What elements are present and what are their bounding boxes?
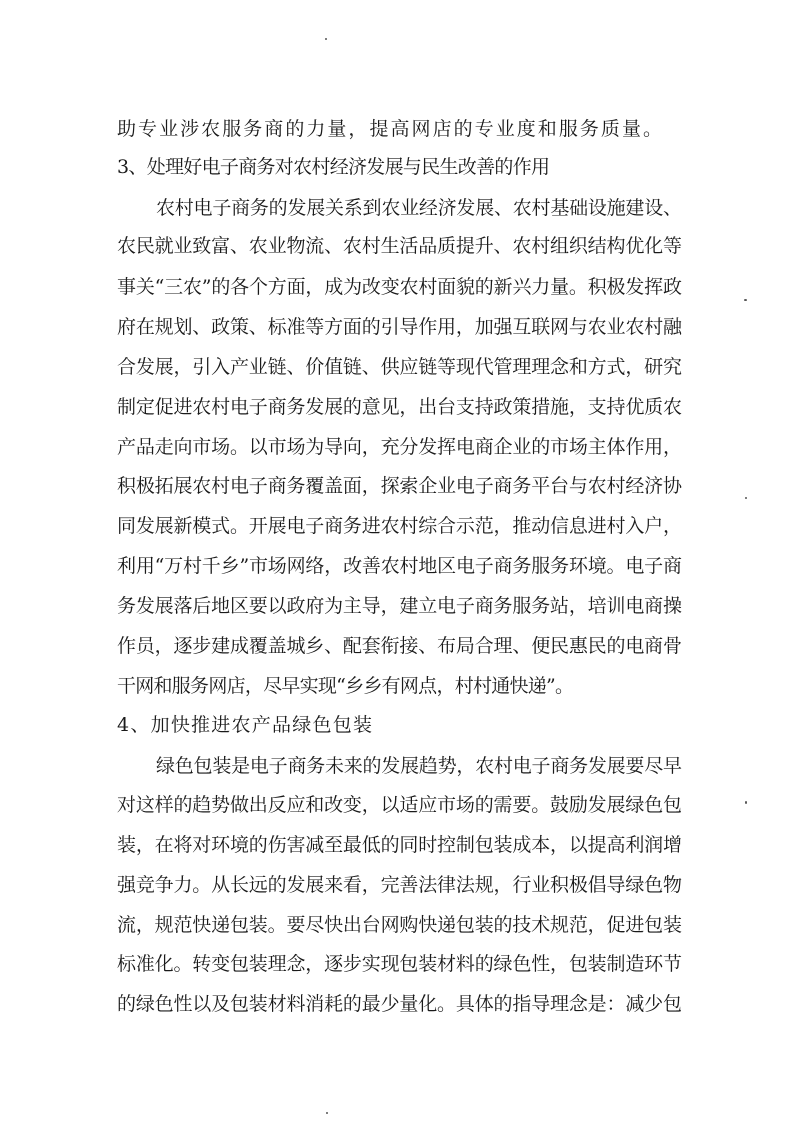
text-line: 制定促进农村电子商务发展的意见，出台支持政策措施，支持优质农: [117, 396, 682, 418]
text-line: 流，规范快递包装。要尽快出台网购快递包装的技术规范，促进包装: [117, 914, 682, 936]
text-line: 作员，逐步建成覆盖城乡、配套衔接、布局合理、便民惠民的电商骨: [117, 635, 682, 657]
scan-speck: [745, 801, 747, 804]
section-heading-3: 3、处理好电子商务对农村经济发展与民生改善的作用: [117, 156, 550, 178]
text-line: 同发展新模式。开展电子商务进农村综合示范，推动信息进村入户，: [117, 515, 682, 537]
text-line: 合发展，引入产业链、价值链、供应链等现代管理理念和方式，研究: [117, 356, 682, 378]
scan-speck: [744, 299, 747, 301]
text-line: 绿色包装是电子商务未来的发展趋势，农村电子商务发展要尽早: [156, 755, 682, 777]
text-line: 标准化。转变包装理念，逐步实现包装材料的绿色性，包装制造环节: [117, 953, 682, 975]
text-line: 产品走向市场。以市场为导向，充分发挥电商企业的市场主体作用，: [117, 436, 682, 458]
scan-speck: [326, 1112, 328, 1114]
text-line: 干网和服务网店，尽早实现“乡乡有网点，村村通快递”。: [117, 675, 574, 697]
text-line: 农民就业致富、农业物流、农村生活品质提升、农村组织结构优化等: [117, 235, 682, 257]
text-line: 利用“万村千乡”市场网络，改善农村地区电子商务服务环境。电子商: [117, 555, 682, 577]
text-line: 强竞争力。从长远的发展来看，完善法律法规，行业积极倡导绿色物: [117, 874, 682, 896]
scan-speck: [325, 38, 327, 40]
text-line: 事关“三农”的各个方面，成为改变农村面貌的新兴力量。积极发挥政: [117, 276, 682, 298]
text-line: 农村电子商务的发展关系到农业经济发展、农村基础设施建设、: [156, 197, 682, 219]
text-line: 的绿色性以及包装材料消耗的最少量化。具体的指导理念是：减少包: [117, 993, 682, 1015]
scan-speck: [745, 497, 747, 499]
text-line: 府在规划、政策、标准等方面的引导作用，加强互联网与农业农村融: [117, 316, 682, 338]
text-line: 对这样的趋势做出反应和改变，以适应市场的需要。鼓励发展绿色包: [117, 794, 682, 816]
text-line: 助专业涉农服务商的力量，提高网店的专业度和服务质量。: [117, 118, 665, 140]
text-line: 装，在将对环境的伤害减至最低的同时控制包装成本，以提高利润增: [117, 834, 682, 856]
text-line: 积极拓展农村电子商务覆盖面，探索企业电子商务平台与农村经济协: [117, 475, 682, 497]
text-line: 务发展落后地区要以政府为主导，建立电子商务服务站，培训电商操: [117, 595, 682, 617]
section-heading-4: 4、加快推进农产品绿色包装: [117, 714, 374, 736]
